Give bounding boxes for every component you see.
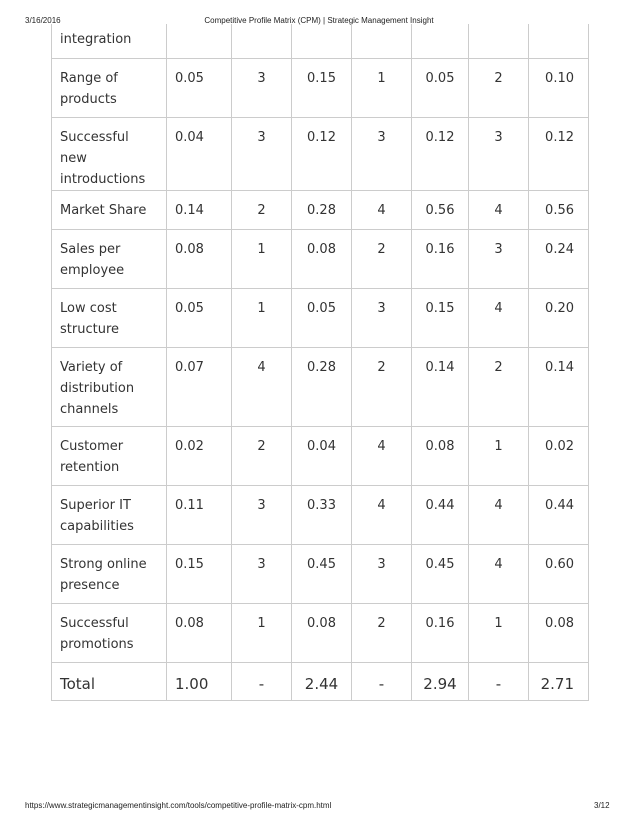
- total-cell: -: [232, 663, 292, 701]
- rating-cell: 4: [352, 486, 412, 545]
- rating-cell: 3: [352, 545, 412, 604]
- rating-cell: 3: [352, 118, 412, 191]
- score-cell: 0.56: [412, 191, 469, 230]
- factor-cell: Low cost structure: [52, 289, 167, 348]
- rating-cell: 4: [469, 486, 529, 545]
- score-cell: 0.08: [529, 604, 589, 663]
- score-cell: 0.10: [529, 59, 589, 118]
- total-cell: -: [469, 663, 529, 701]
- weight-cell: 0.14: [167, 191, 232, 230]
- table-row: [52, 348, 589, 427]
- rating-cell: 4: [469, 545, 529, 604]
- rating-cell: 2: [352, 348, 412, 427]
- rating-cell: 4: [469, 191, 529, 230]
- rating-cell: 4: [232, 348, 292, 427]
- score-cell: 0.08: [412, 427, 469, 486]
- table-row: [52, 604, 589, 663]
- table-row: [52, 191, 589, 230]
- score-cell: 0.04: [292, 427, 352, 486]
- total-row: [52, 663, 589, 701]
- factor-cell: Variety of distribution channels: [52, 348, 167, 427]
- weight-cell: 0.02: [167, 427, 232, 486]
- rating-cell: 1: [469, 427, 529, 486]
- score-cell: 0.15: [412, 289, 469, 348]
- rating-cell: [469, 24, 529, 59]
- table-row: [52, 427, 589, 486]
- score-cell: 0.14: [412, 348, 469, 427]
- score-cell: [529, 24, 589, 59]
- score-cell: 0.12: [529, 118, 589, 191]
- weight-cell: 0.05: [167, 289, 232, 348]
- print-date: 3/16/2016: [25, 16, 61, 25]
- factor-cell: Strong online presence: [52, 545, 167, 604]
- factor-cell: Superior IT capabilities: [52, 486, 167, 545]
- total-label: Total: [52, 663, 167, 701]
- score-cell: [412, 24, 469, 59]
- weight-cell: 0.08: [167, 604, 232, 663]
- rating-cell: 3: [469, 118, 529, 191]
- factor-cell: Range of products: [52, 59, 167, 118]
- total-score: 2.71: [529, 663, 589, 701]
- rating-cell: 1: [352, 59, 412, 118]
- print-title: Competitive Profile Matrix (CPM) | Strategic Management Insight: [204, 16, 434, 25]
- cpm-table-body: [52, 24, 589, 701]
- table-row: [52, 59, 589, 118]
- rating-cell: 2: [469, 348, 529, 427]
- rating-cell: 2: [232, 427, 292, 486]
- page-url: https://www.strategicmanagementinsight.com/tools/competitive-profile-matrix-cpm.html: [25, 801, 332, 810]
- rating-cell: 1: [469, 604, 529, 663]
- score-cell: 0.14: [529, 348, 589, 427]
- cpm-table: [51, 24, 589, 701]
- rating-cell: 2: [232, 191, 292, 230]
- factor-cell: Sales per employee: [52, 230, 167, 289]
- total-cell: -: [352, 663, 412, 701]
- rating-cell: 1: [232, 604, 292, 663]
- rating-cell: 2: [352, 230, 412, 289]
- total-weight: 1.00: [167, 663, 232, 701]
- score-cell: 0.20: [529, 289, 589, 348]
- total-score: 2.44: [292, 663, 352, 701]
- score-cell: 0.08: [292, 604, 352, 663]
- rating-cell: 3: [469, 230, 529, 289]
- score-cell: [292, 24, 352, 59]
- rating-cell: 4: [352, 191, 412, 230]
- score-cell: 0.56: [529, 191, 589, 230]
- table-row: [52, 24, 589, 59]
- rating-cell: 3: [232, 545, 292, 604]
- rating-cell: 2: [352, 604, 412, 663]
- score-cell: 0.60: [529, 545, 589, 604]
- weight-cell: 0.07: [167, 348, 232, 427]
- weight-cell: 0.11: [167, 486, 232, 545]
- rating-cell: 4: [469, 289, 529, 348]
- factor-cell: integration: [52, 24, 167, 59]
- score-cell: 0.45: [292, 545, 352, 604]
- table-row: [52, 118, 589, 191]
- factor-cell: Market Share: [52, 191, 167, 230]
- page-number: 3/12: [594, 801, 610, 810]
- table-row: [52, 545, 589, 604]
- factor-cell: Successful new introductions: [52, 118, 167, 191]
- score-cell: 0.05: [292, 289, 352, 348]
- rating-cell: 2: [469, 59, 529, 118]
- score-cell: 0.15: [292, 59, 352, 118]
- rating-cell: 3: [232, 486, 292, 545]
- score-cell: 0.33: [292, 486, 352, 545]
- score-cell: 0.12: [292, 118, 352, 191]
- score-cell: 0.08: [292, 230, 352, 289]
- weight-cell: 0.04: [167, 118, 232, 191]
- total-score: 2.94: [412, 663, 469, 701]
- rating-cell: 4: [352, 427, 412, 486]
- table-row: [52, 486, 589, 545]
- score-cell: 0.28: [292, 191, 352, 230]
- score-cell: 0.05: [412, 59, 469, 118]
- weight-cell: 0.15: [167, 545, 232, 604]
- score-cell: 0.16: [412, 604, 469, 663]
- score-cell: 0.44: [529, 486, 589, 545]
- rating-cell: 3: [352, 289, 412, 348]
- rating-cell: 1: [232, 230, 292, 289]
- score-cell: 0.28: [292, 348, 352, 427]
- weight-cell: 0.08: [167, 230, 232, 289]
- rating-cell: 1: [232, 289, 292, 348]
- score-cell: 0.44: [412, 486, 469, 545]
- rating-cell: 3: [232, 59, 292, 118]
- table-row: [52, 289, 589, 348]
- weight-cell: 0.05: [167, 59, 232, 118]
- rating-cell: [352, 24, 412, 59]
- rating-cell: 3: [232, 118, 292, 191]
- score-cell: 0.24: [529, 230, 589, 289]
- score-cell: 0.16: [412, 230, 469, 289]
- score-cell: 0.45: [412, 545, 469, 604]
- table-row: [52, 230, 589, 289]
- rating-cell: [232, 24, 292, 59]
- score-cell: 0.02: [529, 427, 589, 486]
- weight-cell: [167, 24, 232, 59]
- factor-cell: Customer retention: [52, 427, 167, 486]
- factor-cell: Successful promotions: [52, 604, 167, 663]
- score-cell: 0.12: [412, 118, 469, 191]
